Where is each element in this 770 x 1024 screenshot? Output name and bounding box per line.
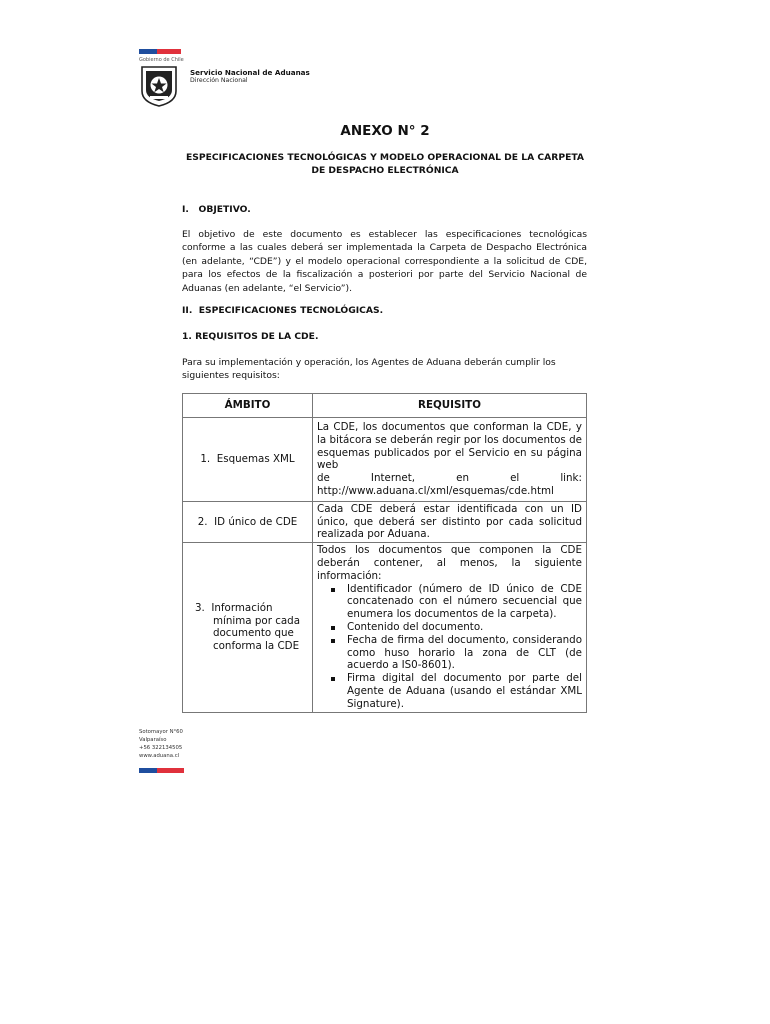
ambito-line: mínima por cada <box>212 614 301 627</box>
link-word: en <box>456 472 470 485</box>
ambito-line: 3. Información <box>194 601 273 614</box>
link-word: el <box>510 472 520 485</box>
schema-url[interactable]: http://www.aduana.cl/xml/esquemas/cde.html <box>317 484 554 497</box>
ambito-cell <box>183 501 313 542</box>
column-header-ambito: ÁMBITO <box>183 394 313 418</box>
footer-flag-bar-blue <box>139 768 157 773</box>
list-item: Contenido del documento. <box>347 621 582 634</box>
service-division: Dirección Nacional <box>190 77 248 84</box>
ambito-cell <box>183 418 313 502</box>
document-title-line1: ESPECIFICACIONES TECNOLÓGICAS Y MODELO OPERACIONAL DE LA CARPETA <box>185 152 585 163</box>
subsection-requisitos-heading: 1. REQUISITOS DE LA CDE. <box>182 331 319 342</box>
footer-flag-bar-red <box>157 768 184 773</box>
annex-title: ANEXO N° 2 <box>340 123 430 139</box>
section-objetivo-heading: I. OBJETIVO. <box>182 204 251 215</box>
list-item: Identificador (número de ID único de CDE concatenado con el número secuencial que enumera los documentos de la carpeta). <box>347 582 582 621</box>
requisito-cell <box>313 543 587 712</box>
document-title <box>150 151 620 177</box>
requisito-cell <box>313 418 587 502</box>
gov-flag-bar-blue <box>139 49 157 54</box>
ambito-line: documento que <box>212 627 294 640</box>
requisito-cell <box>313 501 587 542</box>
subsection-requisitos-paragraph: Para su implementación y operación, los Agentes de Aduana deberán cumplir los siguientes requisitos: <box>182 357 556 382</box>
table-row <box>183 543 587 712</box>
requisito-intro: Todos los documentos que componen la CDE deberán contener, al menos, la siguiente información: <box>317 544 582 582</box>
service-name: Servicio Nacional de Aduanas <box>190 68 310 77</box>
footer-website[interactable]: www.aduana.cl <box>139 753 180 759</box>
list-item: Firma digital del documento por parte del Agente de Aduana (usando el estándar XML Signature). <box>347 672 582 710</box>
table-row <box>183 501 587 542</box>
list-item: Fecha de firma del documento, considerando como huso horario la zona de CLT (de acuerdo a IS0-8601). <box>347 633 582 672</box>
section-especificaciones-heading: II. ESPECIFICACIONES TECNOLÓGICAS. <box>182 305 384 316</box>
ambito-label-block <box>195 602 300 653</box>
gov-flag-bar-red <box>157 49 181 54</box>
footer-address-city: Valparaíso <box>139 737 167 743</box>
requisito-list <box>317 583 582 711</box>
gov-label: Gobierno de Chile <box>139 57 184 63</box>
document-title-line2: DE DESPACHO ELECTRÓNICA <box>311 165 459 176</box>
requisito-link-line <box>317 472 582 485</box>
link-word: link: <box>560 472 582 485</box>
ambito-label: 1. Esquemas XML <box>200 452 295 465</box>
ambito-line: conforma la CDE <box>212 640 300 653</box>
requisito-text: Cada CDE deberá estar identificada con un ID único, que deberá ser distinto por cada solicitud realizada por Aduana. <box>317 502 582 541</box>
column-header-requisito: REQUISITO <box>313 394 587 418</box>
customs-seal-logo <box>139 65 179 107</box>
table-header-row <box>183 394 587 418</box>
table-row <box>183 418 587 502</box>
footer-contact <box>139 728 183 760</box>
footer-phone: +56 322134505 <box>139 745 183 751</box>
link-word: de <box>317 472 330 485</box>
ambito-label: 2. ID único de CDE <box>197 515 298 528</box>
ambito-cell <box>183 543 313 712</box>
link-word: Internet, <box>370 472 416 485</box>
section-objetivo-paragraph: El objetivo de este documento es establecer las especificaciones tecnológicas conforme a las cuales deberá ser implementada la Carpeta de Despacho Electrónica (en adelante, “CDE”) y el modelo operacional correspondiente a la solicitud de CDE, para los efectos de la fiscalización a posteriori por parte del Servicio Nacional de Aduanas (en adelante, “el Servicio”). <box>182 229 587 294</box>
footer-address-street: Sotomayor N°60 <box>139 729 183 735</box>
requisito-text: La CDE, los documentos que conforman la CDE, y la bitácora se deberán regir por los documentos de esquemas publicados por el Servicio en su página web <box>317 421 582 472</box>
requirements-table <box>182 393 587 713</box>
